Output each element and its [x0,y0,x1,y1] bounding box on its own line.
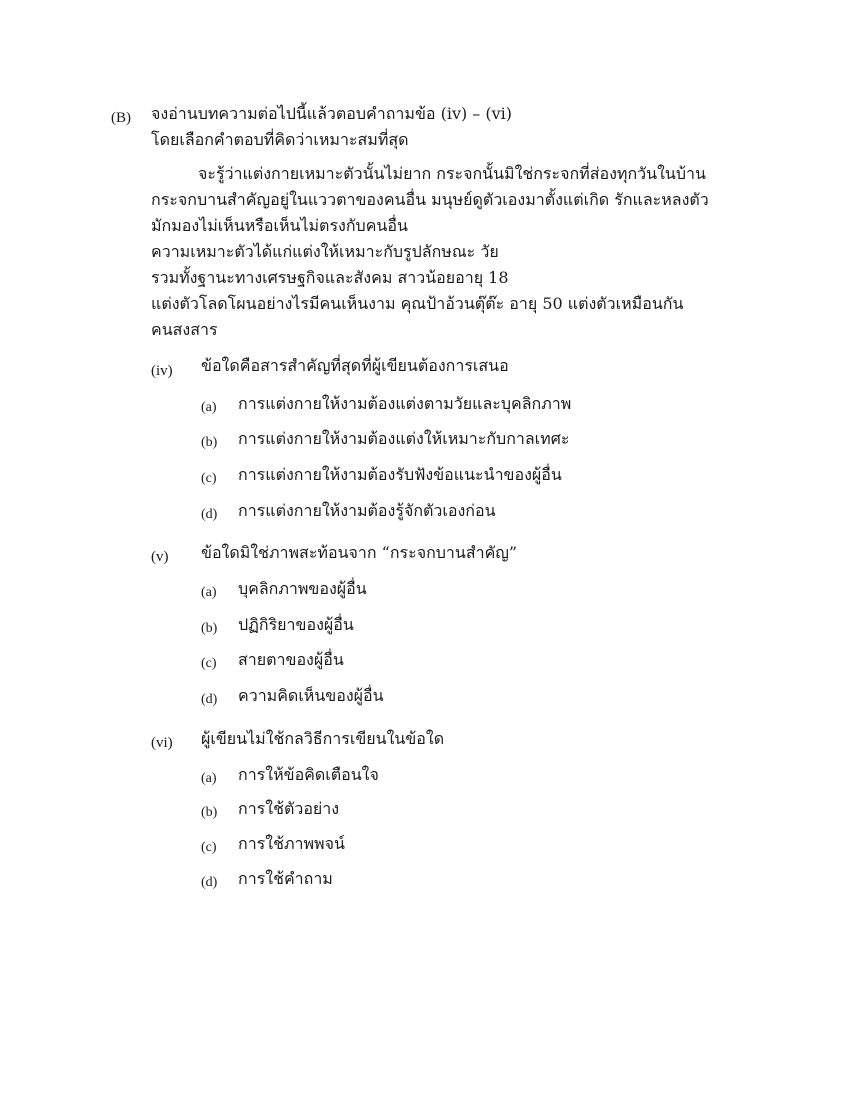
question-number: (vi) [151,735,173,751]
choice-label: (d) [201,875,218,890]
passage-line: กระจกบานสำคัญอยู่ในแววตาของคนอื่น มนุษย์ดูตัวเองมาตั้งแต่เกิด รักและหลงตัว [151,190,709,209]
passage-line: รวมทั้งฐานะทางเศรษฐกิจและสังคม สาวน้อยอายุ 18 [151,268,509,287]
choice-label: (a) [201,585,217,600]
choice-label: (b) [201,621,218,636]
choice-label: (c) [201,840,217,855]
question-number: (iv) [151,363,173,379]
passage-line: มักมองไม่เห็นหรือเห็นไม่ตรงกับคนอื่น [151,216,408,235]
choice-text: การแต่งกายให้งามต้องแต่งให้เหมาะกับกาลเทศะ [238,429,570,448]
choice-text: การให้ข้อคิดเตือนใจ [238,765,379,784]
question-number: (v) [151,549,169,565]
passage-line: ความเหมาะตัวได้แก่แต่งให้เหมาะกับรูปลักษณะ วัย [151,242,499,261]
choice-label: (d) [201,507,218,522]
choice-text: การใช้ตัวอย่าง [238,799,340,818]
choice-text: ความคิดเห็นของผู้อื่น [238,686,384,705]
choice-text: บุคลิกภาพของผู้อื่น [238,579,367,598]
choice-text: การใช้คำถาม [238,869,333,888]
choice-label: (a) [201,400,217,415]
choice-text: การแต่งกายให้งามต้องรู้จักตัวเองก่อน [238,501,496,520]
question-text: ข้อใดมิใช่ภาพสะท้อนจาก “กระจกบานสำคัญ” [201,543,518,562]
choice-label: (c) [201,656,217,671]
choice-label: (b) [201,805,218,820]
question-text: ผู้เขียนไม่ใช้กลวิธีการเขียนในข้อใด [201,729,445,748]
choice-text: การแต่งกายให้งามต้องรับฟังข้อแนะนำของผู้อื่น [238,465,562,484]
section-label: (B) [111,110,131,126]
section-instruction-line: โดยเลือกคำตอบที่คิดว่าเหมาะสมที่สุด [151,130,409,149]
choice-label: (b) [201,435,218,450]
choice-label: (d) [201,692,218,707]
choice-label: (c) [201,471,217,486]
choice-text: การแต่งกายให้งามต้องแต่งตามวัยและบุคลิกภาพ [238,394,572,413]
choice-label: (a) [201,771,217,786]
choice-text: การใช้ภาพพจน์ [238,834,345,853]
question-text: ข้อใดคือสารสำคัญที่สุดที่ผู้เขียนต้องการเสนอ [201,356,509,375]
passage-line: จะรู้ว่าแต่งกายเหมาะตัวนั้นไม่ยาก กระจกนั้นมิใช่กระจกที่ส่องทุกวันในบ้าน [198,164,706,183]
choice-text: สายตาของผู้อื่น [238,650,344,669]
passage-line: คนสงสาร [151,320,218,339]
choice-text: ปฏิกิริยาของผู้อื่น [238,615,354,634]
section-instruction-line: จงอ่านบทความต่อไปนี้แล้วตอบคำถามข้อ (iv) – (vi) [151,104,513,123]
passage-line: แต่งตัวโลดโผนอย่างไรมีคนเห็นงาม คุณป้าอ้วนตุ๊ต๊ะ อายุ 50 แต่งตัวเหมือนกัน [151,294,684,313]
